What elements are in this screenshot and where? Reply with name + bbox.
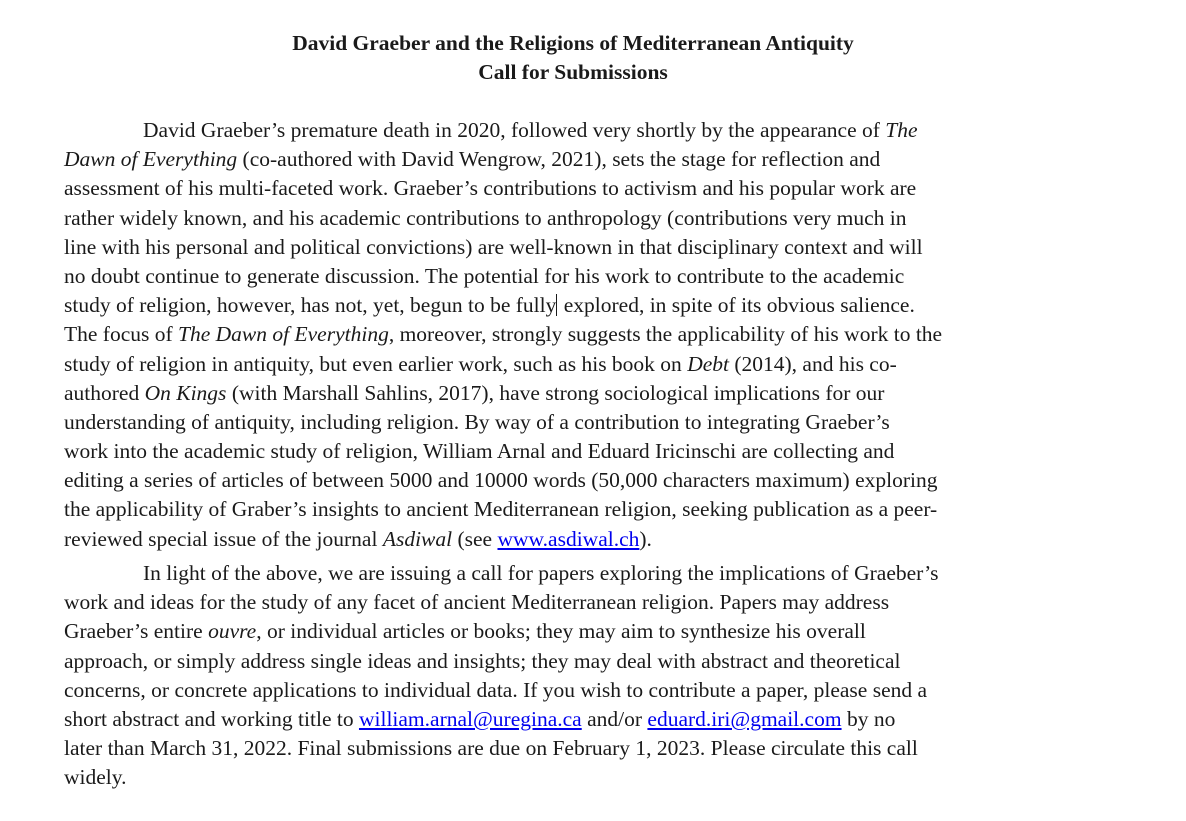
text-run: ). <box>639 526 652 551</box>
text-run: (with Marshall Sahlins, 2017), have strong sociological implications for our <box>226 380 885 405</box>
italic-title: The Dawn of Everything <box>178 322 389 347</box>
text-line <box>64 379 1104 408</box>
text-run: The focus of <box>64 322 179 347</box>
text-line: assessment of his multi-faceted work. Graeber’s contributions to activism and his popular work are <box>64 176 917 201</box>
text-line <box>64 116 1104 145</box>
text-line <box>64 320 1104 349</box>
text-line: work into the academic study of religion, William Arnal and Eduard Iricinschi are collecting and <box>64 439 895 464</box>
text-line: In light of the above, we are issuing a call for papers exploring the implications of Graeber’s <box>143 561 939 585</box>
text-line <box>64 350 1104 379</box>
italic-title: Asdiwal <box>382 526 453 551</box>
text-run: (2014), and his co- <box>728 351 897 376</box>
text-run: (co-authored with David Wengrow, 2021), sets the stage for reflection and <box>237 147 881 172</box>
text-run: Graeber’s entire <box>64 619 209 644</box>
text-line: work and ideas for the study of any facet of ancient Mediterranean religion. Papers may address <box>64 590 890 615</box>
text-run: David Graeber’s premature death in 2020, followed very shortly by the appearance of <box>143 118 886 142</box>
document-subtitle: Call for Submissions <box>478 60 668 84</box>
paragraph-2 <box>64 559 1104 793</box>
text-line: widely. <box>64 765 127 790</box>
italic-word: ouvre <box>208 619 257 644</box>
paragraph-1 <box>64 116 1104 554</box>
text-line: no doubt continue to generate discussion. The potential for his work to contribute to the academic <box>64 263 905 288</box>
text-run: , or individual articles or books; they may aim to synthesize his overall <box>256 619 866 644</box>
text-line: the applicability of Graber’s insights to ancient Mediterranean religion, seeking publication as a peer- <box>64 497 938 522</box>
italic-title: On Kings <box>144 380 227 405</box>
text-line: line with his personal and political convictions) are well-known in that disciplinary context and will <box>64 234 923 259</box>
text-line <box>64 617 1104 646</box>
text-run: study of religion, however, has not, yet, begun to be fully <box>64 293 557 318</box>
text-run: , moreover, strongly suggests the applicability of his work to the <box>388 322 943 347</box>
text-run: reviewed special issue of the journal <box>64 526 383 551</box>
text-line <box>64 145 1104 174</box>
text-line: approach, or simply address single ideas and insights; they may deal with abstract and theoretical <box>64 648 901 673</box>
text-line <box>64 705 1104 734</box>
text-line: rather widely known, and his academic contributions to anthropology (contributions very much in <box>64 205 907 230</box>
text-line: understanding of antiquity, including religion. By way of a contribution to integrating Graeber’s <box>64 409 890 434</box>
text-run: by no <box>841 706 896 731</box>
document-title: David Graeber and the Religions of Mediterranean Antiquity <box>292 31 854 55</box>
text-run: authored <box>64 380 145 405</box>
italic-title: The <box>885 118 918 142</box>
text-run: study of religion in antiquity, but even earlier work, such as his book on <box>64 351 688 376</box>
text-line: editing a series of articles of between 5000 and 10000 words (50,000 characters maximum) exploring <box>64 468 938 493</box>
text-run: and/or <box>581 706 648 731</box>
arnal-email-link[interactable]: william.arnal@uregina.ca <box>358 706 582 731</box>
text-line: concerns, or concrete applications to individual data. If you wish to contribute a paper, please send a <box>64 677 928 702</box>
iricinschi-email-link[interactable]: eduard.iri@gmail.com <box>647 706 842 731</box>
asdiwal-website-link[interactable]: www.asdiwal.ch <box>497 526 640 551</box>
text-run: (see <box>452 526 498 551</box>
italic-title: Debt <box>687 351 729 376</box>
text-run: explored, in spite of its obvious salience. <box>558 293 915 318</box>
italic-title: Dawn of Everything <box>64 147 238 172</box>
text-line <box>64 291 1104 320</box>
text-line: later than March 31, 2022. Final submissions are due on February 1, 2023. Please circulate this call <box>64 736 918 761</box>
text-run: short abstract and working title to <box>64 706 359 731</box>
text-line <box>64 525 1104 554</box>
